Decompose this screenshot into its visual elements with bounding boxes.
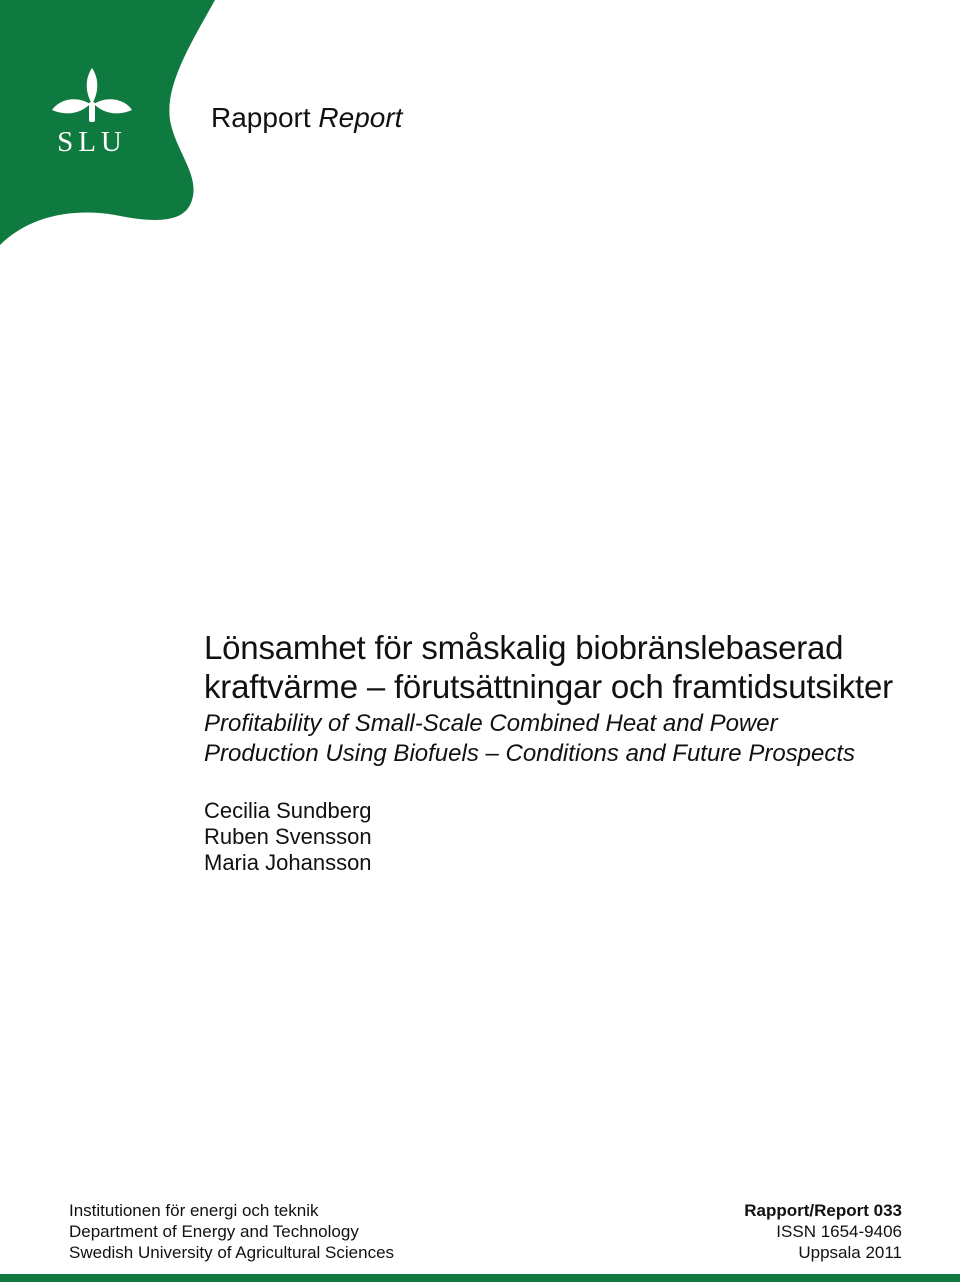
report-label-en: Report (318, 102, 403, 133)
footer-institution (69, 1200, 394, 1263)
university-english: Swedish University of Agricultural Sciences (69, 1243, 395, 1262)
slu-logo-corner (0, 0, 230, 260)
green-corner-shape (0, 0, 215, 245)
footer-report-info (744, 1200, 902, 1263)
report-series: Rapport/Report 033 (744, 1201, 902, 1220)
title-en-line-1: Profitability of Small-Scale Combined Heat and Power (204, 710, 778, 737)
author: Ruben Svensson (204, 824, 372, 849)
institution-swedish: Institutionen för energi och teknik (69, 1201, 319, 1220)
bottom-green-bar (0, 1274, 960, 1282)
author: Cecilia Sundberg (204, 798, 372, 823)
report-label-sv: Rapport (211, 102, 311, 133)
title-sv-line-1: Lönsamhet för småskalig biobränslebaserad (204, 629, 844, 666)
title-english (204, 709, 944, 769)
title-swedish (204, 628, 944, 706)
department-english: Department of Energy and Technology (69, 1222, 359, 1241)
title-block (204, 628, 944, 769)
title-sv-line-2: kraftvärme – förutsättningar och framtidsutsikter (204, 668, 893, 705)
author: Maria Johansson (204, 850, 372, 875)
issn: ISSN 1654-9406 (776, 1222, 902, 1241)
report-label (211, 101, 402, 135)
logo-text: SLU (57, 126, 127, 158)
author-list (204, 798, 372, 876)
title-en-line-2: Production Using Biofuels – Conditions and Future Prospects (204, 740, 856, 767)
place-year: Uppsala 2011 (798, 1243, 902, 1262)
